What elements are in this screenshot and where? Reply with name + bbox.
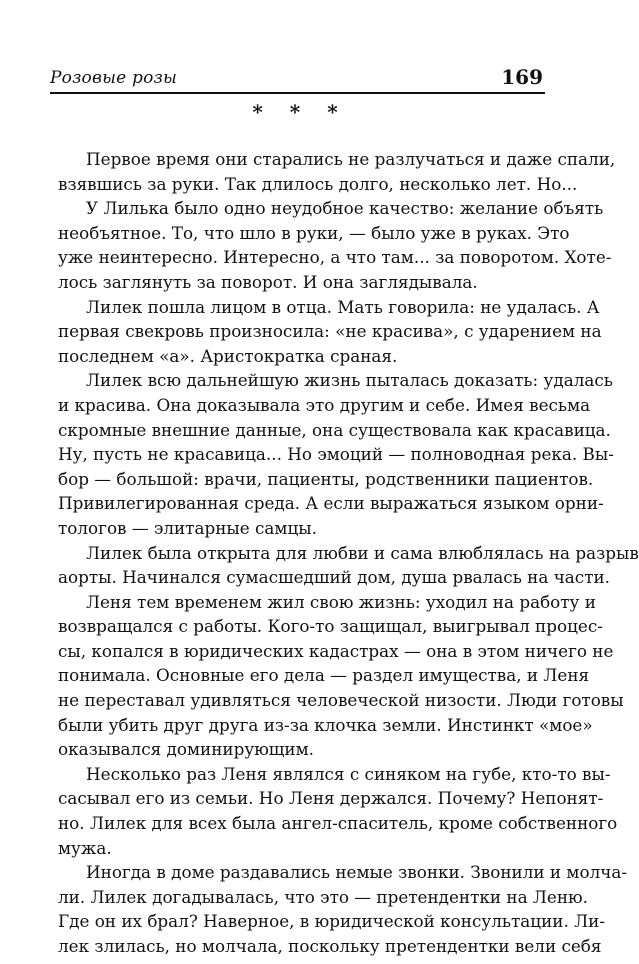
text-line: лось заглянуть за поворот. И она заглядывала.	[58, 271, 478, 292]
text-line: но. Лилек для всех была ангел-спаситель, кроме собственного	[58, 813, 618, 834]
paragraph	[58, 295, 602, 369]
paragraph	[58, 860, 628, 958]
text-line: мужа.	[58, 837, 112, 858]
text-line: необъятное. То, что шло в руки, — было уже в руках. Это	[58, 222, 570, 243]
text-line: уже неинтересно. Интересно, а что там... за поворотом. Хоте-	[58, 247, 612, 268]
text-line: были убить друг друга из-за клочка земли. Инстинкт «мое»	[58, 714, 593, 735]
text-line: Иногда в доме раздавались немые звонки. Звонили и молча-	[86, 862, 628, 883]
section-separator: * * *	[252, 100, 348, 124]
text-line: Первое время они старались не разлучаться и даже спали,	[86, 149, 616, 169]
text-line: сы, копался в юридических кадастрах — она в этом ничего не	[58, 640, 614, 661]
text-line: лек злилась, но молчала, поскольку претендентки вели себя	[58, 936, 602, 956]
text-body	[58, 147, 639, 959]
running-title: Розовые розы	[50, 68, 178, 88]
text-line: понимала. Основные его дела — раздел имущества, и Леня	[58, 665, 590, 686]
text-line: Леня тем временем жил свою жизнь: уходил на работу и	[86, 591, 596, 612]
text-line: первая свекровь произносила: «не красива», с ударением на	[58, 321, 602, 342]
text-line: оказывался доминирующим.	[58, 739, 314, 760]
paragraph	[58, 368, 614, 540]
text-line: бор — большой: врачи, пациенты, родственники пациентов.	[58, 468, 594, 489]
text-line: Ну, пусть не красавица... Но эмоций — полноводная река. Вы-	[58, 444, 614, 465]
page-header	[50, 62, 545, 94]
text-line: аорты. Начинался сумасшедший дом, душа рвалась на части.	[58, 567, 611, 588]
page-number: 169	[501, 65, 543, 89]
text-line: Привилегированная среда. А если выражаться языком орни-	[58, 493, 604, 514]
header-rule	[50, 92, 545, 94]
text-line: Лилек всю дальнейшую жизнь пыталась доказать: удалась	[86, 370, 613, 391]
text-line: Несколько раз Леня являлся с синяком на губе, кто-то вы-	[86, 763, 611, 784]
text-line: не переставал удивляться человеческой низости. Люди готовы	[58, 690, 624, 711]
text-line: возвращался с работы. Кого-то защищал, выигрывал процес-	[58, 616, 603, 637]
text-line: последнем «а». Аристократка сраная.	[58, 345, 398, 366]
text-line: сасывал его из семьи. Но Леня держался. Почему? Непонят-	[58, 788, 604, 809]
paragraph	[58, 147, 616, 196]
text-line: и красива. Она доказывала это другим и себе. Имея весьма	[58, 394, 591, 415]
text-line: Где он их брал? Наверное, в юридической консультации. Ли-	[58, 911, 605, 932]
text-line: Лилек пошла лицом в отца. Мать говорила: не удалась. А	[86, 296, 600, 317]
text-line: Лилек была открыта для любви и сама влюблялась на разрыв	[86, 542, 639, 563]
paragraph	[58, 762, 618, 860]
text-line: ли. Лилек догадывалась, что это — претендентки на Леню.	[58, 886, 588, 907]
paragraph	[58, 196, 612, 294]
paragraph	[58, 590, 624, 762]
text-line: взявшись за руки. Так длилось долго, несколько лет. Но...	[58, 173, 578, 194]
text-line: скромные внешние данные, она существовала как красавица.	[58, 419, 611, 440]
paragraph	[58, 541, 639, 590]
text-line: тологов — элитарные самцы.	[58, 517, 317, 538]
text-line: У Лилька было одно неудобное качество: желание объять	[86, 198, 604, 219]
